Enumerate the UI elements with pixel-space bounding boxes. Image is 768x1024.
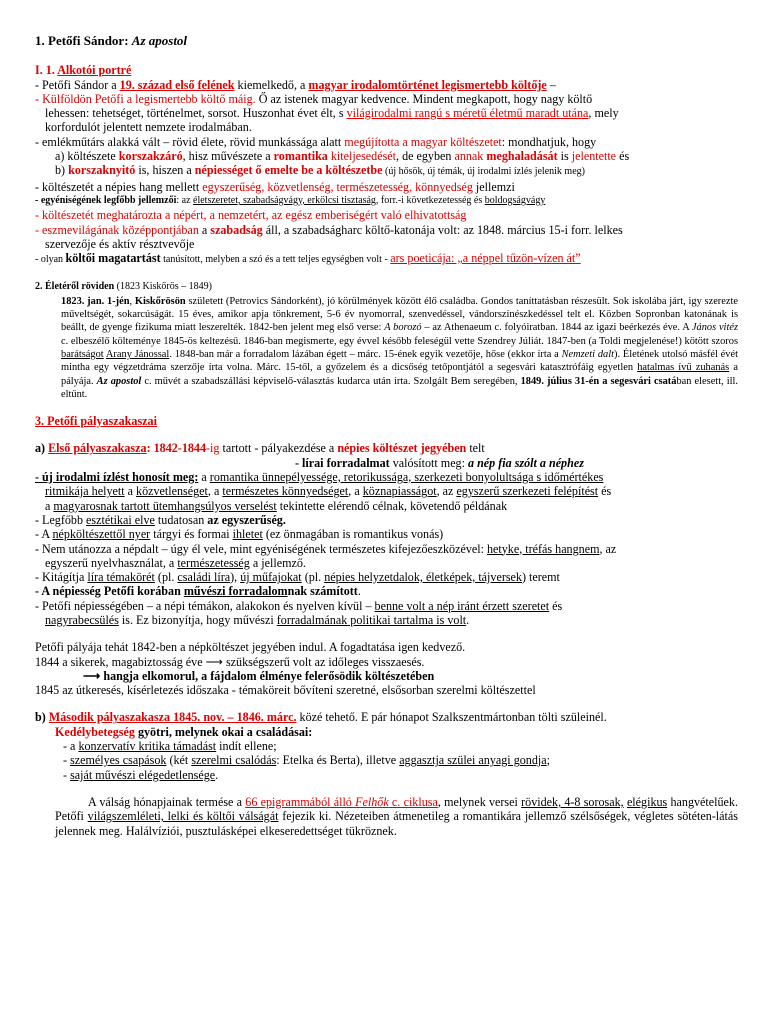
t: (pl. — [301, 570, 325, 585]
t: a) költészete — [55, 149, 119, 164]
t: c. ciklusa — [388, 794, 438, 809]
t: a pályája. — [61, 362, 738, 387]
a-line-1b — [35, 484, 738, 498]
t: népies helyzetdalok, életképek, tájversek — [324, 570, 522, 585]
t: (1823 Kiskőrös – 1849) — [114, 281, 212, 293]
t: és — [616, 149, 630, 164]
t: Első pályaszakasza — [48, 441, 147, 456]
a-line-1c — [35, 499, 738, 513]
bio-paragraph — [35, 295, 738, 401]
t: . — [215, 767, 219, 782]
t: (pl. — [154, 570, 178, 585]
t: telt — [466, 441, 485, 456]
t: - Nem utánozza a népdalt – úgy él vele, mint egyéniségének természetes kifejezőeszközével: — [35, 541, 487, 556]
t: és — [598, 484, 612, 499]
section-number: I. 1. — [35, 63, 58, 78]
t: természetesség — [177, 555, 250, 570]
doc-title — [35, 34, 738, 48]
t: magyarosnak tartott ütemhangsúlyos verselést — [53, 498, 277, 513]
t: - — [63, 753, 71, 768]
section-2-title — [35, 280, 738, 294]
b-line-1 — [35, 739, 738, 753]
t: kiemelkedő, a — [234, 77, 309, 92]
t: is — [557, 149, 572, 164]
t: természetes könnyedséget — [222, 484, 349, 499]
t: - költészetét a népies hang mellett — [35, 179, 203, 194]
t: közvetlenséget — [136, 484, 208, 499]
a-line-2 — [35, 513, 738, 527]
t: hatalmas ívű zuhanás — [637, 362, 730, 374]
t: , a — [348, 484, 363, 499]
s1-line-f2: szervezője és aktív résztvevője — [45, 236, 195, 251]
t: közé tehető. E pár hónapot Szalkszentmártonban tölti szüleinél. — [296, 710, 607, 725]
t: - A népiesség Petőfi korában — [35, 584, 184, 599]
t: - Petőfi népiességében – a népi témákon, alakokon és nyelven kívül – — [35, 598, 375, 613]
t: - A — [35, 527, 53, 542]
a-line-7 — [35, 599, 738, 613]
t: ban elesett, ill. eltűnt. — [61, 375, 738, 400]
section-3-title: 3. Petőfi pályaszakaszai — [35, 414, 157, 429]
t: . — [357, 584, 361, 599]
t: a — [124, 484, 137, 499]
t: ). Életének utolsó másfél évét mintha egy végzetdráma szerzője írta volna. Márc. 15-től, a győzelem és a dicsőség tetőpontjától a segesvári katasztrófáig egyetlen — [61, 348, 738, 374]
t: líra témakörét — [87, 570, 155, 585]
t: lehessen: tehetséget, történelmet, sorsot. Huszonhat évet élt, s — [45, 106, 347, 121]
t: áll, a szabadságharc költő-katonája volt: az 1848. március 15-i forr. lelkes — [262, 222, 623, 237]
t: művészi forradalom — [183, 584, 288, 599]
summary-line-2: 1844 a sikerek, magabiztosság éve ⟶ szükségszerű volt az időleges visszaesés. — [35, 654, 425, 669]
t: romantika ünnepélyessége, retorikussága, szerkezeti bonyolultsága s időmértékes — [209, 470, 604, 485]
t: Kiskőrösön — [134, 295, 186, 307]
t: családi líra — [177, 570, 231, 585]
t: nagyrabecsülés — [45, 612, 119, 627]
t: - Kitágítja — [35, 570, 88, 585]
t: a nép fia szólt a néphez — [468, 455, 584, 470]
t: boldogságvágy — [484, 194, 546, 206]
t: Felhők — [355, 794, 389, 809]
t: egyszerű szerkezeti felépítést — [456, 484, 599, 499]
t: c. elbeszélő költeménye 1845-ös keltezésű. 1846-ban megismerte, egy évvel később feleségül vette Szendrey Júliát. 1847-ben (a Toldi megjelenése!) kötött szoros — [61, 335, 738, 347]
t: a — [198, 470, 210, 485]
t: - egyéniségének legfőbb jellemzői — [35, 194, 177, 206]
t: tanúsított, melyben a szó és a tett teljes egységben volt - — [160, 254, 391, 266]
t: , melynek versei — [437, 794, 522, 809]
t: jellemzi — [472, 179, 515, 194]
t: romantika — [273, 149, 328, 164]
t: , forr.-i következetesség és — [375, 194, 485, 206]
t: . — [466, 612, 470, 627]
s1-line-2: - Külföldön Petőfi a legismertebb költő máig. Ő az istenek magyar kedvence. Mindent megkapott, hogy nagy költő — [35, 91, 593, 106]
t: személyes csapások — [70, 753, 167, 768]
t: : 1842-1844 — [146, 441, 207, 456]
t: 1823. jan. 1-jén — [61, 295, 130, 307]
title-work: Az apostol — [131, 33, 188, 48]
t: Arany Jánossal — [105, 348, 170, 360]
a-line-3 — [35, 527, 738, 541]
t: annak — [454, 149, 487, 164]
t: jelentette — [571, 149, 617, 164]
t: - Petőfi Sándor a — [35, 77, 120, 92]
t: új műfajokat — [240, 570, 302, 585]
a-line-7b — [35, 613, 738, 627]
t: a — [45, 498, 54, 513]
t: tárgyi és formai — [150, 527, 233, 542]
t: Kedélybetegség — [55, 724, 135, 739]
t: és — [549, 598, 563, 613]
t: költői magatartást — [65, 251, 161, 266]
t: (ez önmagában is romantikus vonás) — [262, 527, 444, 542]
t: ihletet — [232, 527, 263, 542]
t: A válság hónapjainak termése a — [88, 794, 246, 809]
t: a) — [35, 441, 49, 456]
t: elégikus — [626, 794, 668, 809]
s1-item-a — [35, 149, 738, 163]
t: esztétikai elve — [86, 512, 155, 527]
t: , — [129, 295, 135, 307]
t: - olyan — [35, 254, 66, 266]
a-head — [35, 441, 738, 455]
summary-line-3: ⟶ hangja elkomorul, a fájdalom élménye felerősödik költészetében — [83, 668, 435, 683]
t: ars poeticája: „a néppel tűzön-vízen át” — [390, 251, 581, 266]
t: - új irodalmi ízlést honosít meg: — [35, 470, 199, 485]
t: -ig — [206, 441, 220, 456]
t: tudatosan — [154, 512, 208, 527]
t: magyar irodalomtörténet legismertebb költője — [308, 77, 547, 92]
t: kiteljesedését — [327, 149, 397, 164]
t: hangvételűek. Petőfi — [55, 794, 738, 824]
t: 1849. július 31-én a segesvári csatá — [520, 375, 677, 387]
t: - Legfőbb — [35, 512, 87, 527]
t: saját művészi elégedetlensége — [70, 767, 216, 782]
t: ritmikája helyett — [45, 484, 125, 499]
summary-line-4: 1845 az útkeresés, kísérletezés időszaka - témaköreit bővíteni szeretné, elsősorban szerelmi költészettel — [35, 683, 536, 698]
t: indít ellene; — [216, 739, 277, 754]
t: tartott - pályakezdése a — [219, 441, 338, 456]
a-line-5 — [35, 570, 738, 584]
t: rövidek, 4-8 sorosak, — [521, 794, 624, 809]
t: Az apostol — [96, 375, 142, 387]
t: konzervatív kritika támadást — [78, 739, 217, 754]
t: gyötri, melynek okai a családásai: — [134, 724, 313, 739]
a-head-2 — [35, 456, 738, 470]
t: népies költészet jegyében — [337, 441, 467, 456]
t: A borozó — [384, 322, 422, 334]
t: született (Petrovics Sándorként), jó körülmények között élő családba. Gondos taníttatásban részesült. Sok iskolába járt, igy szerezte műveltségét, sokarcúságát. 15 éves, amikor apja tönkrement, 5-6 év nyomorral, szenvedéssel, vándorszínészkedéssel telt el. Közben Sopronban katonának is beállt, de gyenge fizikuma miatt leszerelték. 1842-ben jelent meg első verse: — [61, 295, 738, 334]
title-text: 1. Petőfi Sándor: — [35, 33, 132, 48]
t: szerelmi csalódás — [191, 753, 277, 768]
t: - emlékműtárs alakká vált – rövid élete, rövid munkássága alatt — [35, 134, 345, 149]
t: c. művét a szabadszállási képviselő-választás kudarca után írta. Szolgált Bem seregében, — [141, 375, 521, 387]
t: világszemléleti, lelki és költői válságát — [87, 809, 279, 824]
t: (új hősök, új témák, új irodalmi ízlés jelenik meg) — [382, 166, 585, 178]
t: világirodalmi rangú s méretű életmű maradt utána — [346, 106, 589, 121]
t: b) — [55, 163, 69, 178]
t: korszakzáró — [118, 149, 183, 164]
section-name: Alkotói portré — [57, 63, 132, 78]
s1-line-g — [35, 251, 738, 267]
t: , a — [207, 484, 223, 499]
s1-line-3 — [35, 106, 738, 120]
summary-line-1: Petőfi pályája tehát 1842-ben a népköltészet jegyében indul. A fogadtatása igen kedvező. — [35, 640, 466, 655]
t: , de egyben — [396, 149, 455, 164]
t: is, hiszen a — [135, 163, 195, 178]
t: (két — [166, 753, 192, 768]
s1-line-1 — [35, 78, 738, 92]
t: Külföldön Petőfi a legismertebb költő máig. — [42, 91, 256, 106]
s1-line-d — [35, 194, 738, 208]
t: a — [198, 222, 211, 237]
t: benne volt a nép iránt érzett szeretet — [374, 598, 550, 613]
t: életszeretet, szabadságvágy, erkölcsi tisztaság — [193, 194, 376, 206]
s1-line-f — [35, 223, 738, 237]
t: tekintette elérendő célnak, követendő példának — [276, 498, 508, 513]
t: szabadság — [210, 222, 263, 237]
t: , hisz művészete a — [182, 149, 274, 164]
b-line-3 — [35, 768, 738, 782]
t: hetyke, tréfás hangnem — [486, 541, 600, 556]
t: egyszerű nyelvhasználat, a — [45, 555, 178, 570]
t: – — [546, 77, 556, 92]
final-paragraph — [35, 795, 738, 838]
t: a jellemző. — [249, 555, 306, 570]
t: : Etelka és Berta), illetve — [276, 753, 400, 768]
s1-line-e: - költészetét meghatározta a népért, a nemzetért, az egész emberiségért való elhivatottság — [35, 208, 467, 223]
t: , az — [436, 484, 457, 499]
t: : mondhatjuk, hogy — [501, 134, 597, 149]
t: nak számított — [287, 584, 358, 599]
t: ) teremt — [521, 570, 560, 585]
b-head-2 — [35, 725, 738, 739]
t: Nemzeti dalt — [561, 348, 615, 360]
t: Második pályaszakasza 1845. nov. – 1846. márc. — [48, 710, 297, 725]
t: b) — [35, 710, 49, 725]
a-line-1 — [35, 470, 738, 484]
b-line-2 — [35, 753, 738, 767]
t: is. Ez bizonyítja, hogy művészi — [118, 612, 277, 627]
t: barátságot — [61, 348, 104, 360]
t: : az — [176, 194, 194, 206]
s1-item-b — [35, 163, 738, 179]
t: , az — [599, 541, 617, 556]
t: valósított meg: — [389, 455, 468, 470]
t: az egyszerűség. — [207, 512, 286, 527]
t: megújította a magyar költészetet — [344, 134, 502, 149]
t: népköltészettől nyer — [52, 527, 151, 542]
t: . 1848-ban már a forradalom lázában égett – márc. 15-ének egyik vezetője, hőse (ekkor írta a — [169, 348, 562, 360]
t: ; — [546, 753, 550, 768]
t: - eszmevilágának középpontjában — [35, 222, 199, 237]
t: - — [63, 767, 71, 782]
t: – az Athenaeum c. folyóiratban. 1844 az igazi beérkezés éve. A — [421, 322, 692, 334]
t: korszaknyitó — [68, 163, 136, 178]
t: forradalmának politikai tartalma is volt — [276, 612, 467, 627]
s1-line-5 — [35, 135, 738, 149]
t: népiességet ő emelte be a költészetbe — [194, 163, 383, 178]
t: meghaladását — [486, 149, 558, 164]
t: Ő az istenek magyar kedvence. Mindent megkapott, hogy nagy költő — [255, 91, 593, 106]
t: 66 epigrammából álló — [245, 794, 356, 809]
section-1-title — [35, 63, 738, 77]
b-head — [35, 710, 738, 724]
t: aggasztja szülei anyagi gondja — [399, 753, 547, 768]
t: János vitéz — [691, 322, 738, 334]
s1-line-c — [35, 180, 738, 194]
a-line-4b — [35, 556, 738, 570]
t: , mely — [588, 106, 619, 121]
t: egyszerűség, közvetlenség, természetesség, könnyedség — [202, 179, 473, 194]
a-line-6 — [35, 584, 738, 598]
t: fejezik ki. Nézeteiben átmenetileg a romantikára jellemző szélsőségek, végletes sötéten-látás jelennek meg. Halálvíziói, pusztulásképei elkeseredettséget tükröznek. — [55, 809, 738, 838]
t: ), — [230, 570, 241, 585]
s1-line-4: korfordulót jelentett nemzete irodalmában. — [45, 120, 252, 135]
t: köznapiasságot — [362, 484, 437, 499]
t: 19. század első felének — [119, 77, 235, 92]
a-line-4 — [35, 542, 738, 556]
t: - lírai forradalmat — [295, 455, 390, 470]
t: - a — [63, 739, 79, 754]
t: 2. Életéről röviden — [35, 281, 115, 293]
